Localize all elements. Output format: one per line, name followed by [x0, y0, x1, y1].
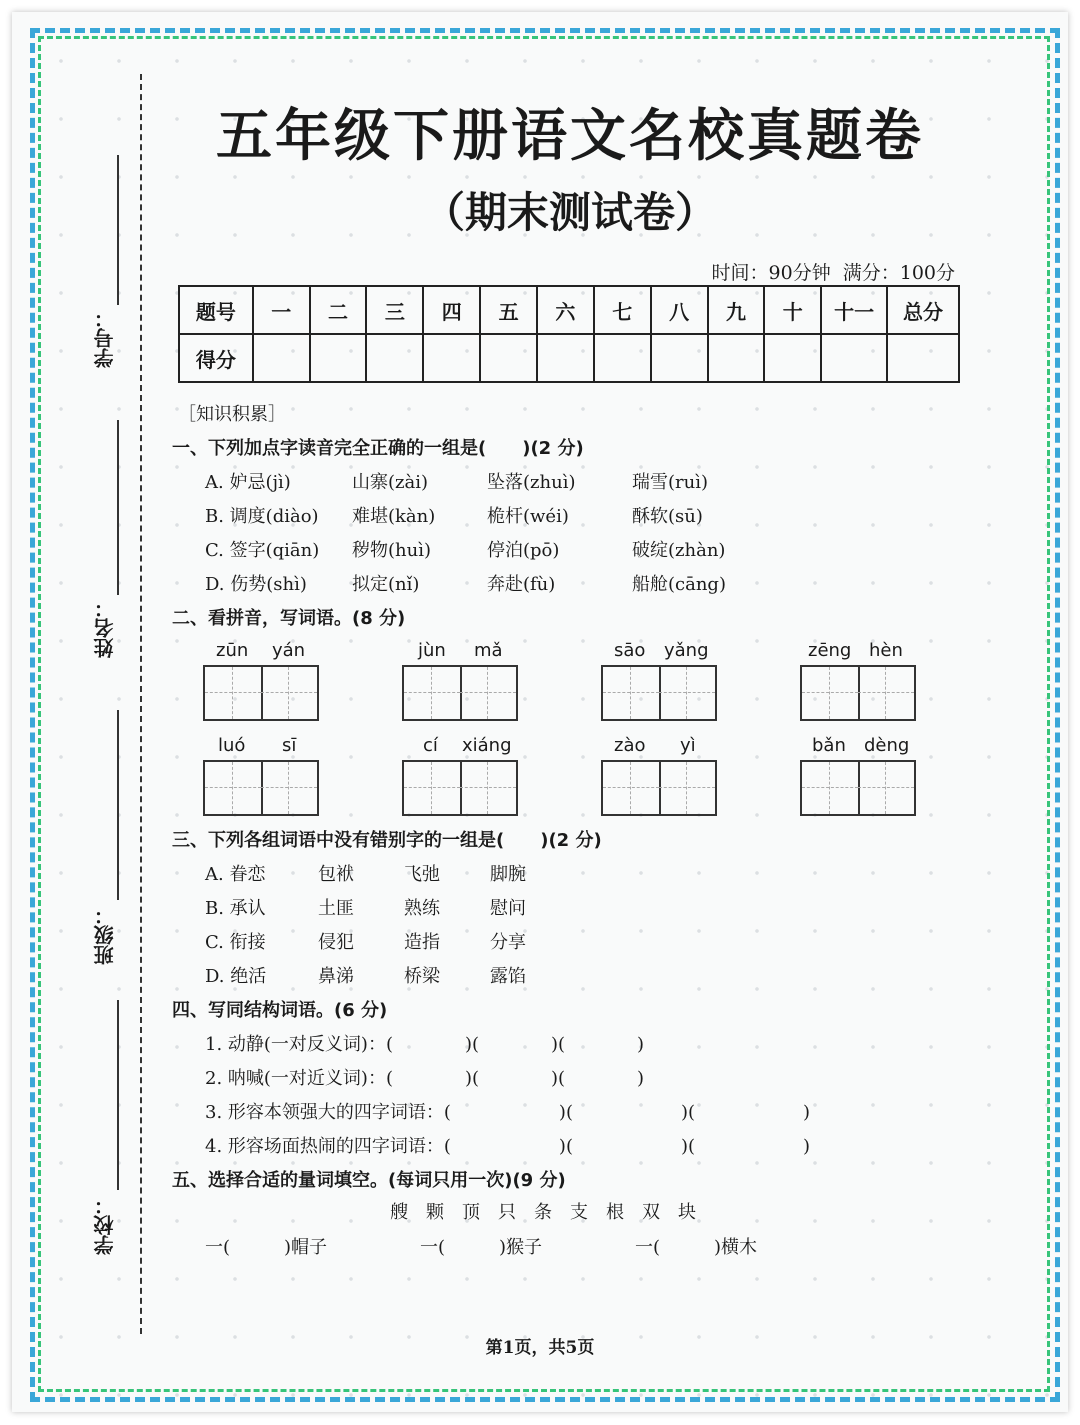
q3-a-2: 包袱 [318, 864, 354, 885]
q5-title: 五、选择合适的量词填空。(每词只用一次)(9 分) [172, 1170, 566, 1191]
q1-b-1: B. 调度(diào) [205, 506, 319, 527]
q1-title: 一、下列加点字读音完全正确的一组是( )(2 分) [172, 438, 584, 459]
score-header-cell: 七 [594, 286, 651, 334]
q3-title: 三、下列各组词语中没有错别字的一组是( )(2 分) [172, 830, 602, 851]
score-table [178, 285, 960, 383]
q3-a-4: 脚腕 [490, 864, 526, 885]
name-line [117, 420, 119, 595]
score-cell[interactable] [764, 334, 821, 382]
score-cell[interactable] [708, 334, 765, 382]
full-score: 满分：100分 [842, 262, 955, 284]
pinyin: dèng [864, 735, 910, 756]
q1-b-4: 酥软(sū) [632, 506, 703, 527]
q3-b-1: B. 承认 [205, 898, 266, 919]
q5-blank-1: 一( )帽子 [205, 1237, 328, 1258]
pinyin: jùn [418, 640, 446, 661]
q1-a-2: 山寨(zài) [352, 472, 429, 493]
section-heading-knowledge: ［知识积累］ [178, 404, 286, 425]
q5-word-bank: 艘 颗 顶 只 条 支 根 双 块 [390, 1202, 696, 1223]
time-limit: 时间：90分钟 [711, 262, 831, 284]
score-header-cell: 九 [708, 286, 765, 334]
pinyin: zēng [808, 640, 852, 661]
school-line [117, 1000, 119, 1190]
pinyin: mǎ [474, 640, 503, 661]
q3-d-1: D. 绝活 [205, 966, 267, 987]
score-header-cell: 十一 [821, 286, 887, 334]
score-header-cell: 四 [423, 286, 480, 334]
q4-item-4: 4. 形容场面热闹的四字词语：( )( )( ) [205, 1136, 811, 1157]
class-label: 班级： [93, 905, 117, 965]
q1-d-3: 奔赴(fù) [487, 574, 556, 595]
q1-c-4: 破绽(zhàn) [632, 540, 726, 561]
score-header-cell: 二 [310, 286, 367, 334]
q5-blank-2: 一( )猴子 [420, 1237, 543, 1258]
q1-d-1: D. 伤势(shì) [205, 574, 307, 595]
score-header-cell: 总分 [887, 286, 959, 334]
score-cell[interactable] [253, 334, 310, 382]
score-header-cell: 五 [480, 286, 537, 334]
q3-d-4: 露馅 [490, 966, 526, 987]
pinyin: sāo [614, 640, 646, 661]
page-footer: 第1页，共5页 [485, 1338, 595, 1358]
q1-c-1: C. 签字(qiān) [205, 540, 320, 561]
q4-title: 四、写同结构词语。(6 分) [172, 1000, 388, 1021]
pinyin: luó [218, 735, 246, 756]
school-label: 学校： [93, 1195, 117, 1255]
writing-box[interactable] [601, 665, 717, 721]
score-cell[interactable] [651, 334, 708, 382]
q4-item-2: 2. 呐喊(一对近义词)：( )( )( ) [205, 1068, 645, 1089]
score-header-cell: 题号 [179, 286, 253, 334]
q3-b-3: 熟练 [404, 898, 440, 919]
q3-b-2: 土匪 [318, 898, 354, 919]
pinyin: yǎng [664, 640, 709, 661]
q1-b-2: 难堪(kàn) [352, 506, 436, 527]
q1-a-1: A. 妒忌(jì) [205, 472, 291, 493]
pinyin: zūn [216, 640, 249, 661]
q1-a-3: 坠落(zhuì) [487, 472, 576, 493]
q1-a-4: 瑞雪(ruì) [632, 472, 708, 493]
q3-b-4: 慰问 [490, 898, 526, 919]
binding-cut-line [140, 74, 142, 1334]
q3-d-2: 鼻涕 [318, 966, 354, 987]
student-id-label: 学号： [93, 308, 117, 368]
pinyin: hèn [869, 640, 903, 661]
q1-b-3: 桅杆(wéi) [487, 506, 569, 527]
q4-item-1: 1. 动静(一对反义词)：( )( )( ) [205, 1034, 645, 1055]
pinyin: xiáng [462, 735, 512, 756]
score-header-cell: 三 [366, 286, 423, 334]
q3-c-1: C. 衔接 [205, 932, 266, 953]
q5-blank-3: 一( )横木 [635, 1237, 758, 1258]
q3-c-3: 造指 [404, 932, 440, 953]
score-table-score-row [179, 334, 959, 382]
q1-d-4: 船舱(cāng) [632, 574, 726, 595]
score-cell[interactable] [821, 334, 887, 382]
q3-a-3: 飞弛 [404, 864, 440, 885]
time-info [560, 258, 955, 285]
score-header-cell: 六 [537, 286, 594, 334]
score-cell[interactable] [310, 334, 367, 382]
q2-title: 二、看拼音，写词语。(8 分) [172, 608, 406, 629]
score-header-cell: 八 [651, 286, 708, 334]
score-header-cell: 十 [764, 286, 821, 334]
student-id-line [117, 155, 119, 305]
score-cell[interactable] [366, 334, 423, 382]
page-title: 五年级下册语文名校真题卷 [216, 103, 924, 169]
score-cell[interactable] [480, 334, 537, 382]
pinyin: yán [272, 640, 306, 661]
score-row-label: 得分 [179, 334, 253, 382]
writing-box[interactable] [601, 760, 717, 816]
name-label: 姓名： [93, 598, 117, 658]
q3-d-3: 桥梁 [404, 966, 440, 987]
pinyin: bǎn [812, 735, 846, 756]
q3-a-1: A. 眷恋 [205, 864, 266, 885]
q1-c-3: 停泊(pō) [487, 540, 560, 561]
pinyin: yì [680, 735, 696, 756]
writing-box[interactable] [402, 760, 518, 816]
pinyin: zào [614, 735, 646, 756]
pinyin: cí [423, 735, 438, 756]
q4-item-3: 3. 形容本领强大的四字词语：( )( )( ) [205, 1102, 811, 1123]
writing-box[interactable] [800, 760, 916, 816]
score-table-header-row [179, 286, 959, 334]
q1-d-2: 拟定(nǐ) [352, 574, 420, 595]
q1-c-2: 秽物(huì) [352, 540, 431, 561]
q3-c-2: 侵犯 [318, 932, 354, 953]
writing-box[interactable] [203, 760, 319, 816]
class-line [117, 710, 119, 900]
score-cell[interactable] [423, 334, 480, 382]
pinyin: sī [282, 735, 297, 756]
writing-box[interactable] [203, 665, 319, 721]
score-header-cell: 一 [253, 286, 310, 334]
score-cell[interactable] [537, 334, 594, 382]
score-cell[interactable] [887, 334, 959, 382]
q3-c-4: 分享 [490, 932, 526, 953]
page-subtitle: （期末测试卷） [422, 188, 717, 237]
writing-box[interactable] [800, 665, 916, 721]
writing-box[interactable] [402, 665, 518, 721]
score-cell[interactable] [594, 334, 651, 382]
